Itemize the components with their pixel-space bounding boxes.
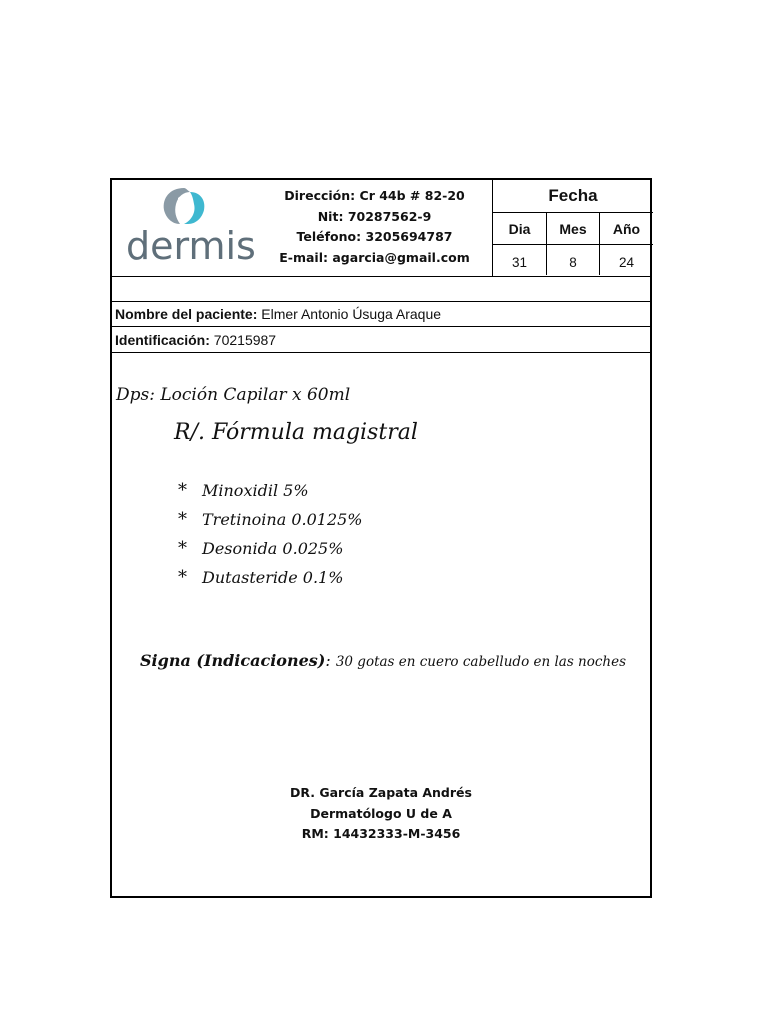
asterisk-icon: * bbox=[178, 480, 187, 501]
email-line bbox=[262, 248, 487, 269]
signa-text: 30 gotas en cuero cabelludo en las noches bbox=[335, 654, 627, 670]
face-silhouette-icon bbox=[154, 186, 214, 226]
doctor-rm-value: 14432333-M-3456 bbox=[333, 826, 461, 841]
blank-row bbox=[112, 276, 650, 302]
nit-line bbox=[262, 207, 487, 228]
nit-label: Nit: bbox=[317, 208, 344, 224]
patient-id-row bbox=[112, 327, 650, 353]
day-header: Dia bbox=[493, 213, 547, 245]
asterisk-icon: * bbox=[178, 509, 187, 530]
list-item bbox=[178, 509, 363, 538]
clinic-contact bbox=[262, 186, 487, 268]
signa-separator: : bbox=[325, 651, 331, 670]
list-item bbox=[178, 538, 363, 567]
doctor-rm-line bbox=[112, 824, 650, 845]
phone-line bbox=[262, 227, 487, 248]
address-label: Dirección: bbox=[284, 188, 356, 203]
list-item bbox=[178, 567, 363, 596]
patient-name-label: Nombre del paciente: bbox=[115, 306, 258, 322]
nit-value: 70287562-9 bbox=[347, 208, 432, 224]
patient-id-value: 70215987 bbox=[213, 332, 277, 348]
ingredient-list bbox=[178, 480, 363, 596]
month-header: Mes bbox=[547, 213, 600, 245]
month-value: 8 bbox=[547, 245, 600, 275]
signa-label: Signa (Indicaciones) bbox=[140, 651, 326, 670]
dermis-logo bbox=[122, 184, 256, 272]
date-table bbox=[492, 180, 653, 276]
year-header: Año bbox=[600, 213, 653, 245]
list-item bbox=[178, 480, 363, 509]
dps-line: Dps: Loción Capilar x 60ml bbox=[116, 385, 351, 405]
doctor-title: Dermatólogo U de A bbox=[310, 805, 452, 821]
date-title: Fecha bbox=[493, 180, 653, 213]
phone-value: 3205694787 bbox=[365, 229, 453, 244]
email-value: agarcia@gmail.com bbox=[332, 249, 470, 265]
doctor-name: DR. García Zapata Andrés bbox=[290, 785, 472, 800]
form-header bbox=[112, 180, 650, 277]
ingredient-name: Minoxidil 5% bbox=[202, 481, 309, 500]
doctor-rm-label: RM: bbox=[301, 826, 329, 841]
address-line bbox=[262, 186, 487, 207]
ingredient-name: Dutasteride 0.1% bbox=[202, 568, 344, 587]
signa-line bbox=[140, 651, 626, 670]
doctor-signature-block bbox=[112, 783, 650, 845]
logo-wordmark: dermis bbox=[126, 224, 256, 268]
asterisk-icon: * bbox=[178, 538, 187, 559]
prescription-form bbox=[110, 178, 652, 898]
phone-label: Teléfono: bbox=[296, 229, 362, 244]
ingredient-name: Desonida 0.025% bbox=[202, 539, 344, 558]
patient-id-label: Identificación: bbox=[115, 332, 210, 348]
email-label: E-mail: bbox=[279, 249, 329, 265]
ingredient-name: Tretinoina 0.0125% bbox=[202, 510, 363, 529]
day-value: 31 bbox=[493, 245, 547, 275]
address-value: Cr 44b # 82-20 bbox=[359, 188, 465, 203]
asterisk-icon: * bbox=[178, 567, 187, 588]
patient-name-value: Elmer Antonio Úsuga Araque bbox=[261, 306, 442, 322]
year-value: 24 bbox=[618, 255, 635, 270]
formula-title: R/. Fórmula magistral bbox=[174, 420, 418, 445]
patient-name-row bbox=[112, 302, 650, 327]
